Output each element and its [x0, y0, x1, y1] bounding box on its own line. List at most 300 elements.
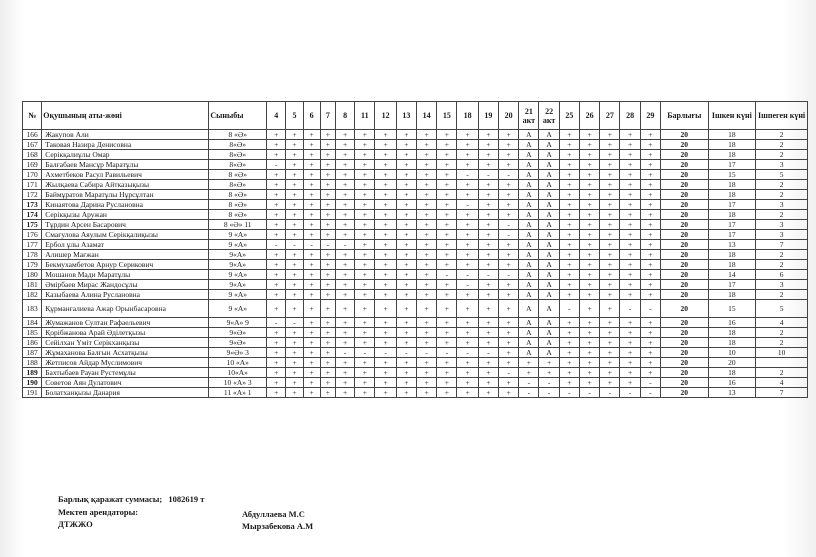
day-mark: А: [539, 140, 559, 150]
row-number: 189: [23, 368, 42, 378]
day-mark: +: [640, 230, 660, 240]
day-mark: +: [559, 150, 579, 160]
day-mark: +: [620, 200, 640, 210]
day-mark: +: [355, 230, 375, 240]
day-mark: +: [396, 300, 416, 318]
day-mark: +: [640, 368, 660, 378]
day-mark: -: [579, 388, 599, 398]
student-name: Баймұратов Маратұлы Нұрсұлтан: [42, 190, 209, 200]
class-cell: 8 «Ә»: [209, 200, 267, 210]
total-days: 20: [660, 300, 708, 318]
day-mark: +: [303, 150, 320, 160]
day-mark: +: [620, 318, 640, 328]
day-mark: +: [640, 250, 660, 260]
dept-name: Мырзабекова А.М: [242, 521, 314, 531]
day-mark: +: [267, 358, 286, 368]
day-mark: +: [478, 318, 498, 328]
days-ate: 17: [708, 230, 756, 240]
day-mark: +: [498, 250, 518, 260]
day-mark: -: [437, 270, 457, 280]
day-mark: +: [396, 280, 416, 290]
class-cell: 8«Ә»: [209, 150, 267, 160]
total-days: 20: [660, 140, 708, 150]
day-mark: +: [579, 140, 599, 150]
days-missed: 6: [756, 270, 808, 280]
student-name: Жакупов Али: [42, 130, 209, 140]
day-mark: +: [640, 150, 660, 160]
day-mark: +: [335, 300, 354, 318]
day-mark: +: [620, 338, 640, 348]
day-mark: +: [396, 150, 416, 160]
days-missed: 2: [756, 290, 808, 300]
student-name: Әмірбаев Мирас Жандосұлы: [42, 280, 209, 290]
day-mark: +: [478, 358, 498, 368]
row-number: 175: [23, 220, 42, 230]
day-mark: +: [375, 180, 396, 190]
day-mark: +: [320, 180, 335, 190]
day-mark: -: [396, 348, 416, 358]
day-mark: -: [498, 170, 518, 180]
day-mark: А: [519, 280, 539, 290]
total-days: 20: [660, 130, 708, 140]
day-mark: +: [286, 338, 303, 348]
day-mark: +: [498, 328, 518, 338]
day-mark: +: [267, 388, 286, 398]
day-mark: +: [286, 280, 303, 290]
day-mark: +: [437, 280, 457, 290]
day-mark: +: [267, 338, 286, 348]
day-mark: +: [355, 260, 375, 270]
days-ate: 18: [708, 290, 756, 300]
table-row: [23, 170, 808, 180]
day-mark: +: [620, 170, 640, 180]
day-mark: А: [519, 348, 539, 358]
day-mark: +: [640, 270, 660, 280]
day-mark: -: [335, 348, 354, 358]
day-mark: +: [320, 290, 335, 300]
day-mark: +: [600, 358, 620, 368]
day-mark: А: [539, 180, 559, 190]
day-mark: +: [396, 260, 416, 270]
days-missed: 3: [756, 160, 808, 170]
day-mark: А: [519, 190, 539, 200]
days-missed: 4: [756, 378, 808, 388]
day-mark: +: [303, 230, 320, 240]
table-row: [23, 180, 808, 190]
day-mark: +: [286, 160, 303, 170]
day-mark: +: [375, 160, 396, 170]
day-mark: +: [320, 318, 335, 328]
student-name: Советов Аян Дулатович: [42, 378, 209, 388]
day-mark: +: [396, 220, 416, 230]
day-mark: +: [267, 290, 286, 300]
day-mark: +: [478, 220, 498, 230]
day-mark: +: [640, 200, 660, 210]
table-row: [23, 280, 808, 290]
day-mark: -: [620, 300, 640, 318]
row-number: 176: [23, 230, 42, 240]
day-mark: +: [355, 368, 375, 378]
day-mark: +: [498, 348, 518, 358]
day-mark: +: [437, 388, 457, 398]
day-mark: +: [437, 230, 457, 240]
day-mark: +: [600, 200, 620, 210]
table-row: [23, 250, 808, 260]
table-row: [23, 140, 808, 150]
day-mark: +: [335, 180, 354, 190]
total-days: 20: [660, 260, 708, 270]
column-header: 6: [303, 102, 320, 130]
day-mark: +: [303, 368, 320, 378]
day-mark: +: [559, 220, 579, 230]
day-mark: +: [437, 150, 457, 160]
day-mark: +: [437, 190, 457, 200]
day-mark: +: [335, 220, 354, 230]
total-days: 20: [660, 378, 708, 388]
day-mark: -: [267, 318, 286, 328]
days-missed: 5: [756, 300, 808, 318]
day-mark: +: [335, 270, 354, 280]
day-mark: -: [498, 270, 518, 280]
day-mark: +: [478, 280, 498, 290]
day-mark: +: [478, 328, 498, 338]
day-mark: А: [519, 130, 539, 140]
day-mark: +: [559, 270, 579, 280]
column-header: 12: [375, 102, 396, 130]
day-mark: +: [498, 200, 518, 210]
column-header: Оқушының аты-жөні: [42, 102, 209, 130]
student-name: Жылқаева Сабира Айтказықызы: [42, 180, 209, 190]
day-mark: +: [375, 210, 396, 220]
student-name: Болатханқызы Данария: [42, 388, 209, 398]
day-mark: +: [286, 190, 303, 200]
day-mark: +: [457, 130, 478, 140]
days-missed: 4: [756, 318, 808, 328]
day-mark: +: [267, 200, 286, 210]
day-mark: +: [286, 368, 303, 378]
day-mark: +: [579, 280, 599, 290]
table-row: [23, 358, 808, 368]
class-cell: 8 «Ә»: [209, 190, 267, 200]
day-mark: +: [355, 130, 375, 140]
day-mark: +: [600, 270, 620, 280]
class-cell: 9 «А»: [209, 230, 267, 240]
student-name: Бахтыбаев Рауан Рустемұлы: [42, 368, 209, 378]
day-mark: +: [335, 388, 354, 398]
day-mark: А: [519, 150, 539, 160]
class-cell: 8«Ә»: [209, 180, 267, 190]
column-header: 15: [437, 102, 457, 130]
class-cell: 9«А»: [209, 250, 267, 260]
day-mark: А: [519, 270, 539, 280]
day-mark: +: [579, 260, 599, 270]
column-header: 13: [396, 102, 416, 130]
day-mark: +: [579, 328, 599, 338]
day-mark: +: [375, 260, 396, 270]
day-mark: А: [519, 240, 539, 250]
day-mark: +: [498, 210, 518, 220]
day-mark: +: [416, 130, 436, 140]
student-name: Серікқызы Аружан: [42, 210, 209, 220]
day-mark: +: [620, 328, 640, 338]
days-ate: 15: [708, 300, 756, 318]
renter-label: Мектеп арендаторы:: [58, 507, 139, 517]
day-mark: +: [320, 260, 335, 270]
total-days: 20: [660, 328, 708, 338]
day-mark: +: [478, 378, 498, 388]
day-mark: +: [335, 200, 354, 210]
day-mark: +: [416, 280, 436, 290]
day-mark: +: [303, 130, 320, 140]
day-mark: +: [437, 170, 457, 180]
day-mark: -: [478, 270, 498, 280]
day-mark: +: [320, 348, 335, 358]
days-ate: 20: [708, 358, 756, 368]
day-mark: +: [396, 180, 416, 190]
day-mark: А: [519, 210, 539, 220]
student-name: Жұмаханова Балғын Асхатқызы: [42, 348, 209, 358]
day-mark: +: [478, 190, 498, 200]
day-mark: +: [437, 368, 457, 378]
day-mark: +: [320, 210, 335, 220]
day-mark: +: [396, 368, 416, 378]
day-mark: -: [286, 240, 303, 250]
day-mark: +: [600, 170, 620, 180]
day-mark: +: [355, 250, 375, 260]
day-mark: +: [303, 290, 320, 300]
row-number: 172: [23, 190, 42, 200]
day-mark: +: [267, 220, 286, 230]
day-mark: +: [437, 338, 457, 348]
day-mark: +: [579, 230, 599, 240]
day-mark: +: [303, 348, 320, 358]
day-mark: +: [498, 260, 518, 270]
day-mark: +: [478, 230, 498, 240]
day-mark: А: [539, 200, 559, 210]
day-mark: +: [320, 190, 335, 200]
day-mark: +: [267, 300, 286, 318]
day-mark: -: [267, 240, 286, 250]
day-mark: +: [375, 200, 396, 210]
day-mark: +: [355, 328, 375, 338]
class-cell: 9«А» 9: [209, 318, 267, 328]
day-mark: -: [416, 348, 436, 358]
day-mark: +: [335, 170, 354, 180]
day-mark: +: [416, 388, 436, 398]
column-header: Ішкен күні: [708, 102, 756, 130]
row-number: 169: [23, 160, 42, 170]
day-mark: +: [559, 358, 579, 368]
day-mark: +: [600, 230, 620, 240]
days-ate: 15: [708, 170, 756, 180]
day-mark: +: [375, 140, 396, 150]
day-mark: +: [355, 318, 375, 328]
day-mark: А: [519, 220, 539, 230]
day-mark: +: [457, 140, 478, 150]
table-row: [23, 368, 808, 378]
day-mark: А: [519, 318, 539, 328]
day-mark: +: [267, 348, 286, 358]
day-mark: А: [539, 338, 559, 348]
day-mark: +: [640, 348, 660, 358]
day-mark: +: [437, 290, 457, 300]
day-mark: +: [375, 220, 396, 230]
sum-value: 1082619 т: [168, 494, 205, 504]
day-mark: +: [457, 230, 478, 240]
day-mark: +: [335, 230, 354, 240]
day-mark: -: [539, 388, 559, 398]
days-missed: 2: [756, 260, 808, 270]
day-mark: +: [375, 280, 396, 290]
column-header: 19: [478, 102, 498, 130]
days-missed: 2: [756, 368, 808, 378]
day-mark: +: [579, 250, 599, 260]
days-ate: 18: [708, 250, 756, 260]
day-mark: +: [437, 260, 457, 270]
day-mark: А: [539, 190, 559, 200]
day-mark: +: [620, 260, 640, 270]
class-cell: 10 «А»: [209, 358, 267, 368]
day-mark: +: [498, 280, 518, 290]
day-mark: +: [286, 300, 303, 318]
column-header: 14: [416, 102, 436, 130]
day-mark: А: [519, 230, 539, 240]
day-mark: +: [320, 368, 335, 378]
day-mark: -: [600, 388, 620, 398]
days-ate: 17: [708, 200, 756, 210]
day-mark: +: [559, 338, 579, 348]
day-mark: +: [416, 328, 436, 338]
day-mark: +: [320, 250, 335, 260]
column-header: 22 акт: [539, 102, 559, 130]
row-number: 178: [23, 250, 42, 260]
student-name: Таковая Назира Денисовна: [42, 140, 209, 150]
day-mark: +: [498, 240, 518, 250]
day-mark: +: [600, 338, 620, 348]
days-ate: 18: [708, 338, 756, 348]
day-mark: -: [498, 230, 518, 240]
day-mark: +: [416, 300, 436, 318]
column-header: 25: [559, 102, 579, 130]
day-mark: +: [620, 358, 640, 368]
day-mark: +: [355, 358, 375, 368]
day-mark: +: [498, 318, 518, 328]
class-cell: 10 «А» 3: [209, 378, 267, 388]
day-mark: +: [620, 368, 640, 378]
day-mark: +: [335, 290, 354, 300]
day-mark: +: [267, 210, 286, 220]
day-mark: +: [478, 240, 498, 250]
day-mark: -: [457, 348, 478, 358]
day-mark: +: [457, 328, 478, 338]
day-mark: +: [320, 300, 335, 318]
day-mark: +: [640, 318, 660, 328]
day-mark: +: [579, 358, 599, 368]
day-mark: -: [320, 240, 335, 250]
header-row: [23, 102, 808, 130]
table-row: [23, 378, 808, 388]
day-mark: -: [620, 388, 640, 398]
day-mark: +: [640, 180, 660, 190]
day-mark: +: [303, 358, 320, 368]
days-ate: 18: [708, 328, 756, 338]
day-mark: А: [519, 250, 539, 260]
day-mark: +: [396, 200, 416, 210]
class-cell: 9 «А»: [209, 270, 267, 280]
day-mark: +: [579, 200, 599, 210]
day-mark: +: [375, 240, 396, 250]
day-mark: +: [579, 290, 599, 300]
day-mark: +: [396, 290, 416, 300]
day-mark: +: [286, 130, 303, 140]
day-mark: +: [416, 318, 436, 328]
day-mark: -: [498, 220, 518, 230]
day-mark: +: [303, 388, 320, 398]
days-ate: 16: [708, 318, 756, 328]
day-mark: +: [375, 290, 396, 300]
days-ate: 18: [708, 190, 756, 200]
day-mark: +: [579, 170, 599, 180]
day-mark: +: [320, 378, 335, 388]
day-mark: -: [478, 348, 498, 358]
day-mark: +: [478, 260, 498, 270]
day-mark: +: [286, 348, 303, 358]
day-mark: +: [457, 368, 478, 378]
day-mark: +: [640, 260, 660, 270]
day-mark: +: [600, 240, 620, 250]
table-row: [23, 210, 808, 220]
day-mark: +: [335, 130, 354, 140]
column-header: 29: [640, 102, 660, 130]
day-mark: +: [396, 318, 416, 328]
row-number: 184: [23, 318, 42, 328]
day-mark: +: [498, 130, 518, 140]
day-mark: +: [600, 378, 620, 388]
days-ate: 18: [708, 150, 756, 160]
day-mark: +: [600, 190, 620, 200]
day-mark: +: [286, 388, 303, 398]
class-cell: 10«А»: [209, 368, 267, 378]
day-mark: +: [478, 150, 498, 160]
day-mark: +: [498, 358, 518, 368]
day-mark: +: [559, 260, 579, 270]
table-row: [23, 200, 808, 210]
student-name: Жумажанов Султан Рафаельевич: [42, 318, 209, 328]
day-mark: +: [303, 260, 320, 270]
student-name: Смағулова Аяулым Серікқалиқызы: [42, 230, 209, 240]
student-name: Тұрдин Арсен Басарович: [42, 220, 209, 230]
day-mark: +: [620, 180, 640, 190]
day-mark: +: [335, 190, 354, 200]
day-mark: -: [539, 378, 559, 388]
total-days: 20: [660, 230, 708, 240]
day-mark: +: [559, 140, 579, 150]
day-mark: +: [478, 140, 498, 150]
day-mark: +: [600, 300, 620, 318]
day-mark: +: [620, 240, 640, 250]
day-mark: +: [416, 150, 436, 160]
day-mark: А: [519, 290, 539, 300]
student-name: Қорібжанова Арай Әділетқызы: [42, 328, 209, 338]
total-days: 20: [660, 210, 708, 220]
day-mark: -: [457, 280, 478, 290]
day-mark: +: [355, 140, 375, 150]
days-ate: 18: [708, 140, 756, 150]
days-missed: 2: [756, 338, 808, 348]
day-mark: +: [640, 140, 660, 150]
day-mark: +: [600, 260, 620, 270]
days-missed: 5: [756, 170, 808, 180]
